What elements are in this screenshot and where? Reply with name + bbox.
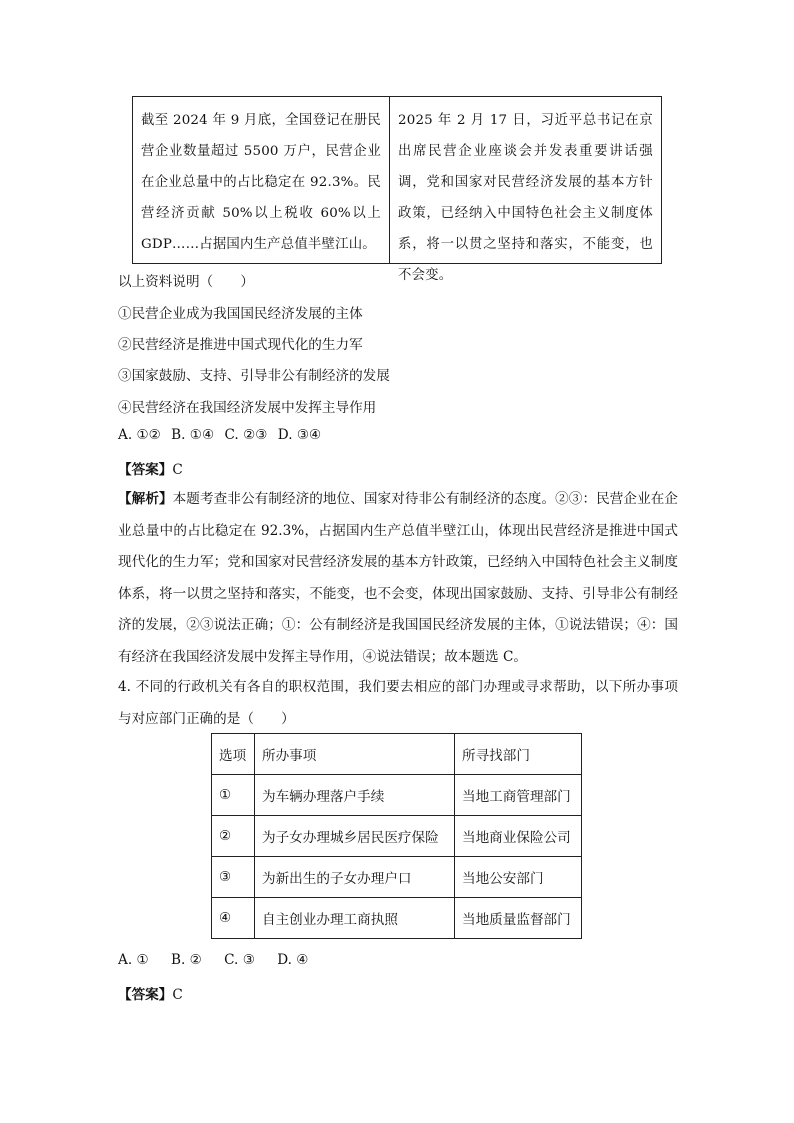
q3-option-d: D. ③④ xyxy=(277,427,322,443)
q3-item-4: ④民营经济在我国经济发展中发挥主导作用 xyxy=(118,400,377,416)
q4-options xyxy=(118,952,326,968)
table-cell: ① xyxy=(212,775,255,816)
table-cell: ③ xyxy=(212,857,255,898)
q4-option-c: C. ③ xyxy=(224,952,255,968)
table-cell: 为新出生的子女办理户口 xyxy=(255,857,455,898)
table-header-cell: 选项 xyxy=(212,734,255,775)
q3-item-1: ①民营企业成为我国国民经济发展的主体 xyxy=(118,306,363,322)
q3-option-a: A. ①② xyxy=(118,427,161,443)
table-row xyxy=(212,898,582,939)
q3-analysis xyxy=(118,484,678,673)
table-cell: ② xyxy=(212,816,255,857)
table-header-cell: 所寻找部门 xyxy=(455,734,582,775)
table-cell: 当地商业保险公司 xyxy=(455,816,582,857)
q4-option-d: D. ④ xyxy=(277,952,309,968)
table-cell: 当地工商管理部门 xyxy=(455,775,582,816)
q3-analysis-label: 【解析】 xyxy=(118,491,173,507)
table-header-row xyxy=(212,734,582,775)
q3-stem: 以上资料说明（ ） xyxy=(118,274,254,290)
table-cell: 当地质量监督部门 xyxy=(455,898,582,939)
table-cell: 为车辆办理落户手续 xyxy=(255,775,455,816)
q3-item-3: ③国家鼓励、支持、引导非公有制经济的发展 xyxy=(118,368,390,384)
q3-options xyxy=(118,427,327,443)
q4-option-a: A. ① xyxy=(118,952,149,968)
q3-answer-label: 【答案】 xyxy=(118,462,173,478)
q4-table xyxy=(211,733,582,939)
material-right-cell: 2025 年 2 月 17 日，习近平总书记在京出席民营企业座谈会并发表重要讲话强调，党和国家对民营经济发展的基本方针政策，已经纳入中国特色社会主义制度体系，将一以贯之坚持和落实，不能变，也不会变。 xyxy=(398,113,653,283)
table-cell: 为子女办理城乡居民医疗保险 xyxy=(255,816,455,857)
q3-option-b: B. ①④ xyxy=(171,427,215,443)
table-row xyxy=(212,857,582,898)
table-cell: ④ xyxy=(212,898,255,939)
table-row xyxy=(212,816,582,857)
q4-answer-value: C xyxy=(172,987,183,1003)
q4-option-b: B. ② xyxy=(170,952,202,968)
table-row xyxy=(212,775,582,816)
table-cell: 当地公安部门 xyxy=(455,857,582,898)
table-header-cell: 所办事项 xyxy=(255,734,455,775)
q3-analysis-text: 本题考查非公有制经济的地位、国家对待非公有制经济的态度。②③：民营企业在企业总量中的占比稳定在 92.3%，占据国内生产总值半壁江山，体现出民营经济是推进中国式现代化的生力军；党和国家对民营经济发展的基本方针政策，已经纳入中国特色社会主义制度体系，将一以贯之坚持和落实，不能变，也不会变，体现出国家鼓励、支持、引导非公有制经济的发展，②③说法正确；①：公有制经济是我国国民经济发展的主体，①说法错误；④：国有经济在我国经济发展中发挥主导作用，④说法错误；故本题选 C。 xyxy=(118,491,678,665)
q4-stem: 4. 不同的行政机关有各自的职权范围，我们要去相应的部门办理或寻求帮助，以下所办事项与对应部门正确的是（ ） xyxy=(118,679,678,727)
q4-answer xyxy=(118,983,183,1003)
table-cell: 自主创业办理工商执照 xyxy=(255,898,455,939)
q3-answer xyxy=(118,458,183,478)
q4-answer-label: 【答案】 xyxy=(118,987,173,1003)
q3-answer-value: C xyxy=(172,462,183,478)
material-left-cell: 截至 2024 年 9 月底，全国登记在册民营企业数量超过 5500 万户，民营企业在企业总量中的占比稳定在 92.3%。民营经济贡献 50%以上税收 60%以上 GDP……占据国内生产总值半壁江山。 xyxy=(133,97,390,263)
q3-option-c: C. ②③ xyxy=(224,427,268,443)
q3-item-2: ②民营经济是推进中国式现代化的生力军 xyxy=(118,337,363,353)
